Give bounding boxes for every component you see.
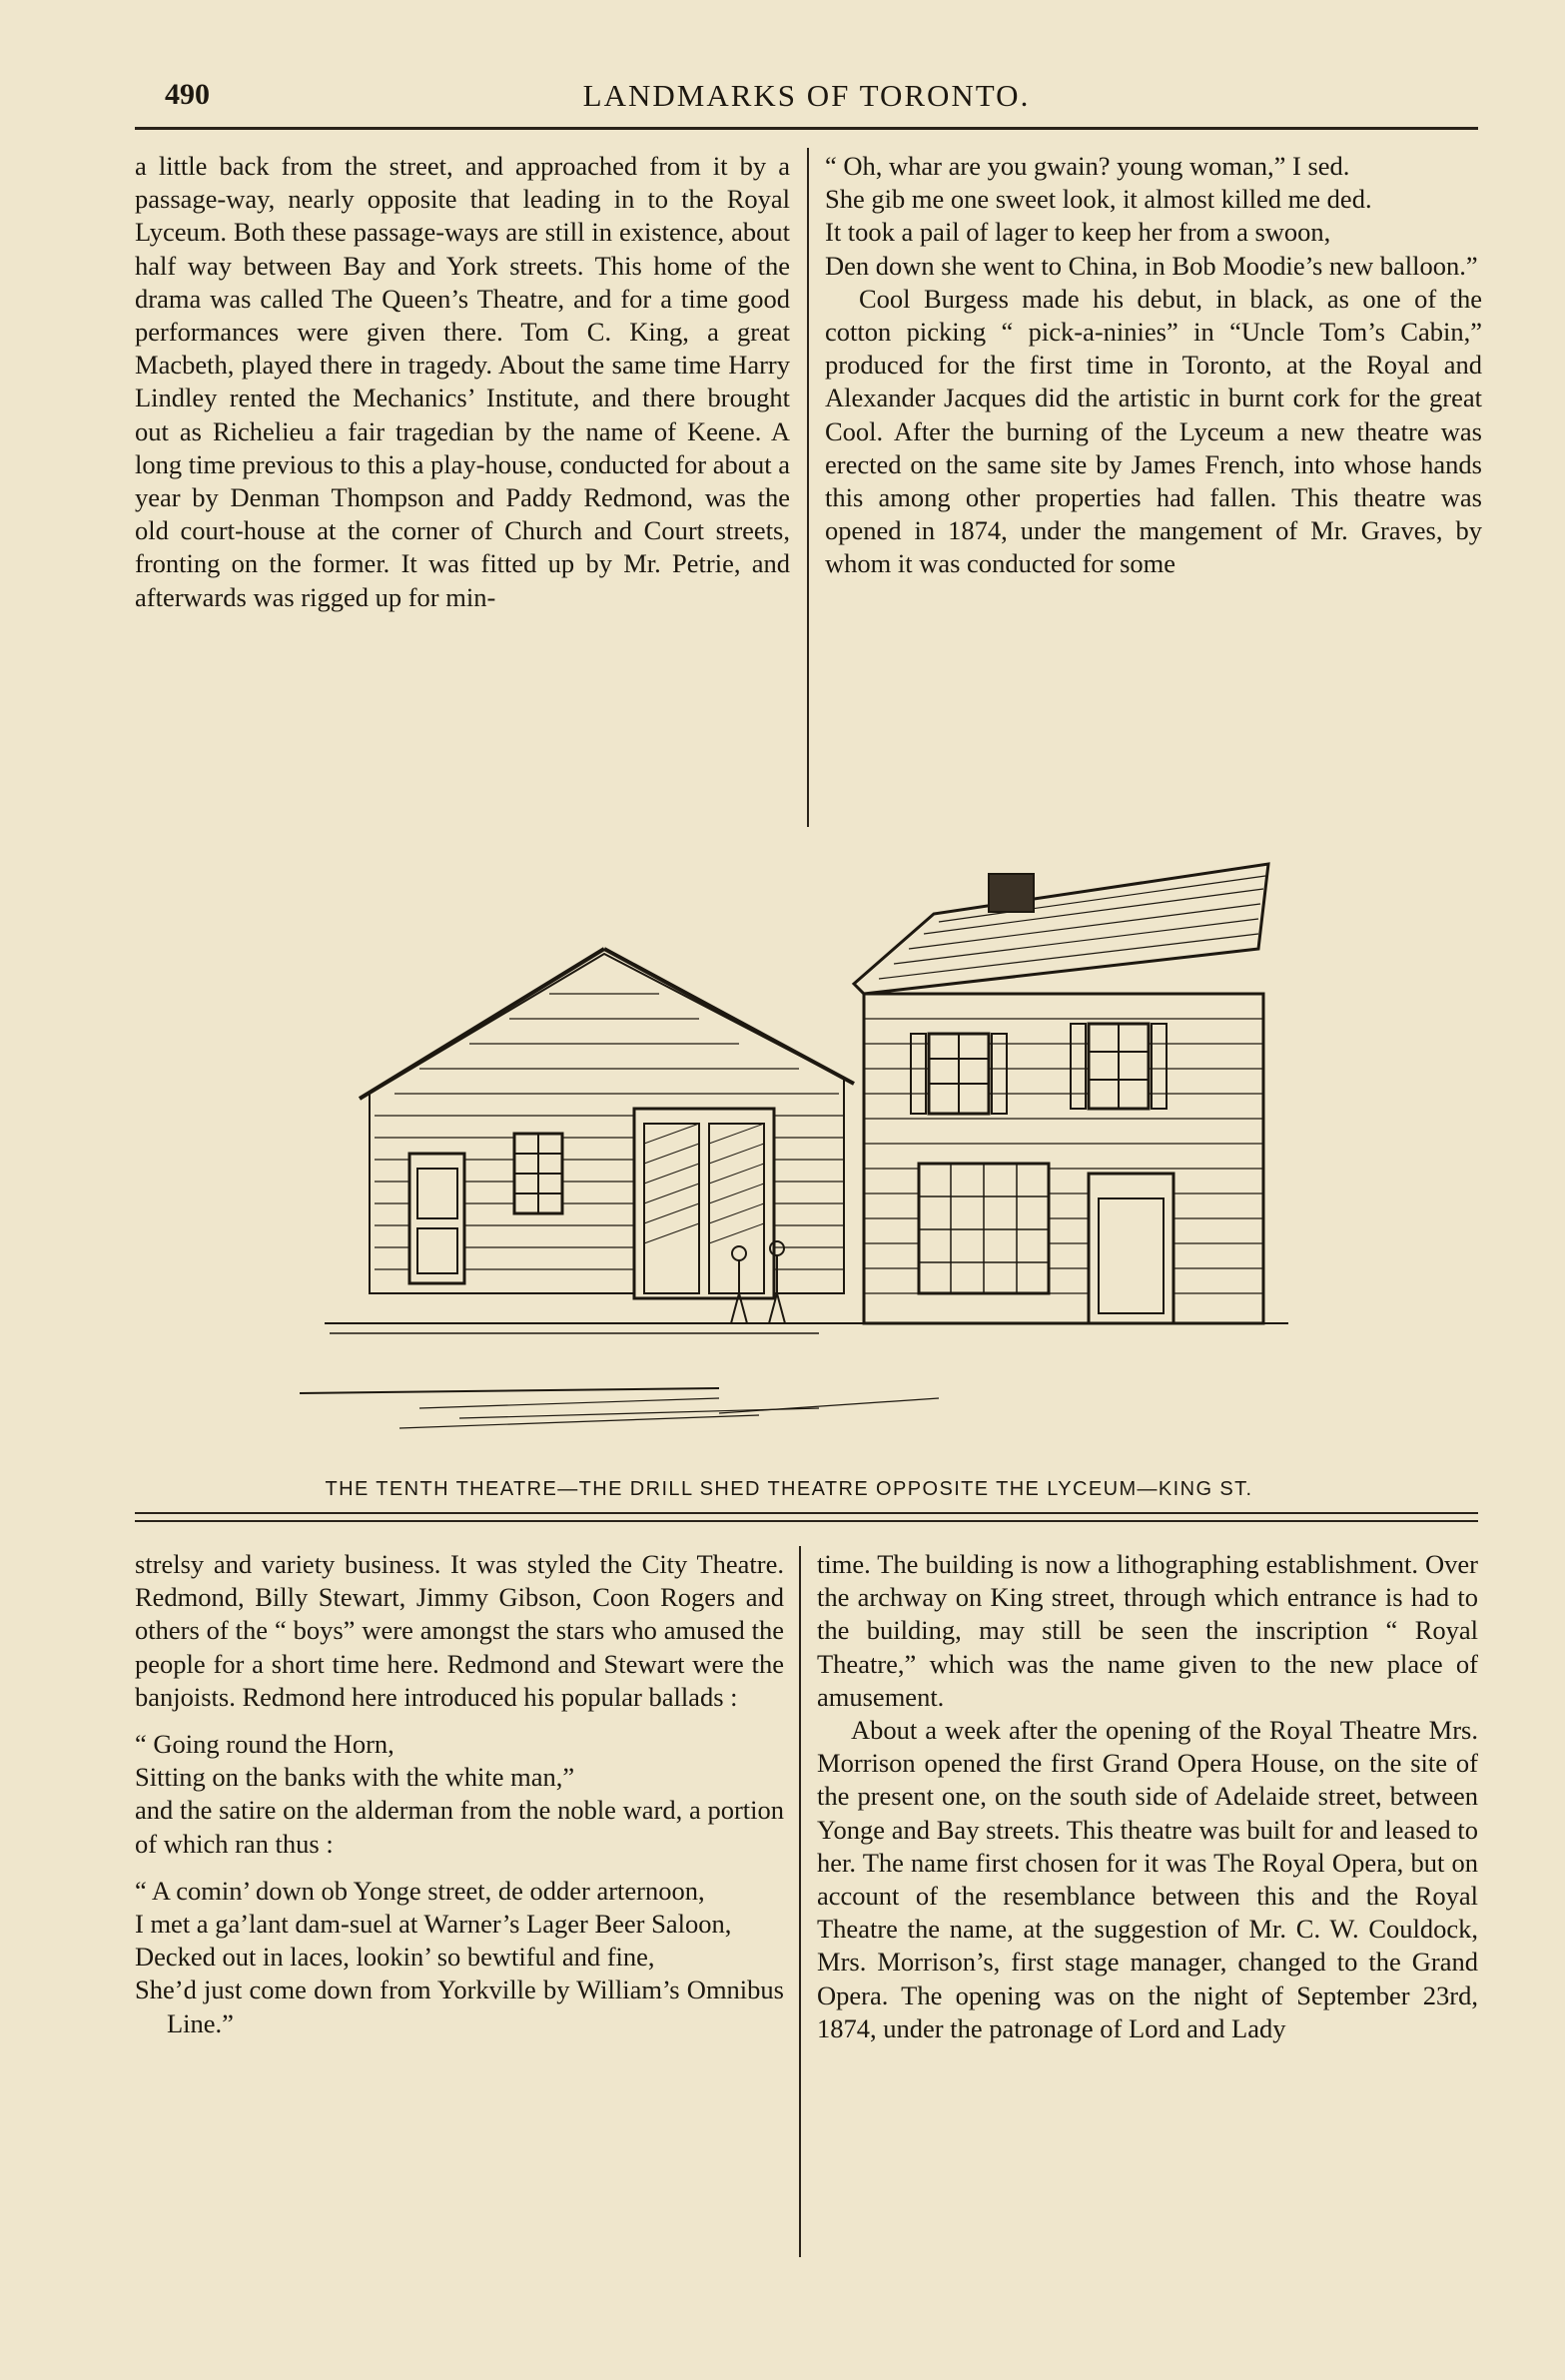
verse-line: Sitting on the banks with the white man,” [135, 1762, 575, 1793]
body-paragraph: and the satire on the alderman from the noble ward, a portion of which ran thus : [135, 1795, 784, 1859]
body-paragraph: a little back from the street, and approached from it by a passage-way, nearly opposite that leading in to the Royal Lyceum. Both these passage-ways are still in existence, about half way between Bay and York streets. This home of the drama was called The Queen’s Theatre, and for a time good performances were given there. Tom C. King, a great Macbeth, played there in tragedy. About the same time Harry Lindley rented the Mechanics’ Institute, and there brought out as Richelieu a fair tragedian by the name of Keene. A long time previous to this a play-house, conducted for about a year by Denman Thompson and Paddy Redmond, was the old court-house at the corner of Church and Court streets, fronting on the former. It was fitted up by Mr. Petrie, and afterwards was rigged up for min- [135, 151, 790, 612]
verse-line: I met a ga’lant dam-suel at Warner’s Lager Beer Saloon, [135, 1909, 732, 1940]
column-divider [799, 1546, 801, 2257]
body-paragraph: strelsy and variety business. It was styled the City Theatre. Redmond, Billy Stewart, Jimmy Gibson, Coon Rogers and others of the “ boys” were amongst the stars who amused the people for a short time here. Redmond and Stewart were the banjoists. Redmond here introduced his popular ballads : [135, 1549, 784, 1712]
verse-line: Decked out in laces, lookin’ so bewtiful and fine, [135, 1942, 655, 1973]
verse-line: She gib me one sweet look, it almost killed me ded. [825, 184, 1372, 215]
body-paragraph: About a week after the opening of the Royal Theatre Mrs. Morrison opened the first Grand Opera House, on the site of the present one, on the south side of Adelaide street, between Yonge and Bay streets. This theatre was built for and leased to her. The name first chosen for it was The Royal Opera, but on account of the resemblance between this and the Royal Theatre the name, at the suggestion of Mr. C. W. Couldock, Mrs. Morrison’s, first stage manager, changed to the Grand Opera. The opening was on the night of September 23rd, 1874, under the patronage of Lord and Lady [817, 1715, 1478, 2043]
caption-rule [135, 1512, 1478, 1514]
body-paragraph: time. The building is now a lithographing establishment. Over the archway on King street, through which entrance is had to the building, may still be seen the inscription “ Royal Theatre,” which was the name given to the new place of amusement. [817, 1549, 1478, 1712]
verse-line: She’d just come down from Yorkville by William’s Omnibus Line.” [135, 1975, 784, 2038]
bottom-right-column [817, 1548, 1478, 2045]
verse-line: “ A comin’ down ob Yonge street, de odder arternoon, [135, 1875, 705, 1906]
column-divider [807, 148, 809, 827]
theatre-illustration [300, 854, 1308, 1468]
bottom-left-column [135, 1548, 784, 2040]
verse-line: It took a pail of lager to keep her from a swoon, [825, 217, 1331, 248]
verse-block [825, 150, 1482, 283]
caption-rule [135, 1520, 1478, 1522]
header-rule [135, 127, 1478, 130]
running-title: LANDMARKS OF TORONTO. [582, 78, 1031, 113]
verse-line: Den down she went to China, in Bob Moodie’s new balloon.” [825, 250, 1478, 281]
verse-block [135, 1875, 784, 2040]
top-left-column [135, 150, 790, 614]
page-number: 490 [165, 78, 210, 111]
illustration-caption: THE TENTH THEATRE—THE DRILL SHED THEATRE OPPOSITE THE LYCEUM—KING ST. [325, 1478, 1253, 1500]
verse-line: “ Oh, whar are you gwain? young woman,” I sed. [825, 151, 1350, 181]
top-right-column [825, 150, 1482, 581]
verse-line: “ Going round the Horn, [135, 1729, 394, 1760]
verse-block [135, 1728, 784, 1794]
page-header [135, 78, 1478, 128]
body-paragraph: Cool Burgess made his debut, in black, as one of the cotton picking “ pick-a-ninies” in “Uncle Tom’s Cabin,” produced for the first time in Toronto, at the Royal and Alexander Jacques did the artistic in burnt cork for the great Cool. After the burning of the Lyceum a new theatre was erected on the same site by James French, into whose hands this among other properties had fallen. This theatre was opened in 1874, under the mangement of Mr. Graves, by whom it was conducted for some [825, 283, 1482, 579]
